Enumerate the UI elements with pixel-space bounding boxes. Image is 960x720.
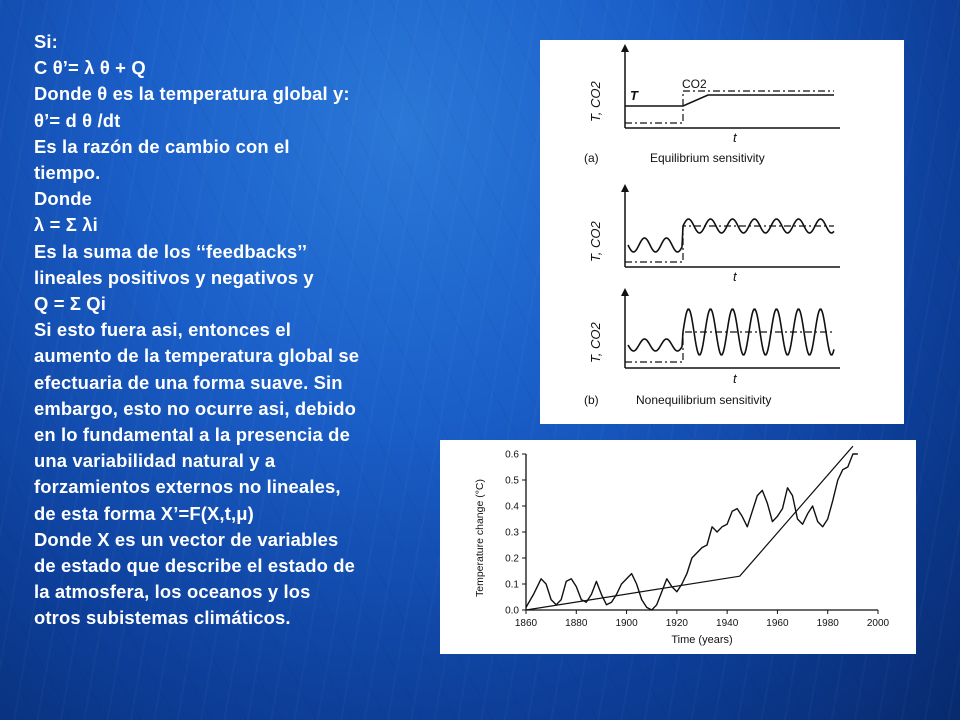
text-line: forzamientos externos no lineales, <box>34 476 341 498</box>
x-tick-label: 2000 <box>866 618 890 629</box>
panel1-y-label: T, CO2 <box>588 81 603 122</box>
text-line: Donde θ es la temperatura global y: <box>34 83 350 105</box>
panel2-y-arrow-icon <box>621 184 629 192</box>
text-line: una variabilidad natural y a <box>34 450 276 472</box>
panel2-y-label: T, CO2 <box>588 221 603 262</box>
panel1-temperature-curve <box>625 95 834 106</box>
panel1-t-marker: T <box>630 88 638 103</box>
x-tick-label: 1900 <box>615 618 638 629</box>
text-line: de estado que describe el estado de <box>34 555 356 577</box>
sensitivity-diagram <box>540 40 904 424</box>
x-tick-label: 1960 <box>766 618 789 629</box>
x-tick-label: 1940 <box>716 618 739 629</box>
x-tick-label: 1860 <box>514 618 538 629</box>
y-tick-label: 0.2 <box>505 553 519 565</box>
panel3-x-label: t <box>733 371 737 386</box>
text-line: Es la razón de cambio con el <box>34 135 290 157</box>
panel1-co2-curve <box>625 91 834 123</box>
sensitivity-figure <box>540 40 904 424</box>
text-line: aumento de la temperatura global se <box>34 345 360 367</box>
panel3-co2-curve <box>625 332 834 362</box>
y-tick-label: 0.5 <box>505 475 519 487</box>
text-line: Donde X es un vector de variables <box>34 528 339 550</box>
text-line: otros subistemas climáticos. <box>34 607 291 629</box>
panel-b-caption: Nonequilibrium sensitivity <box>636 393 772 407</box>
panel1-y-arrow-icon <box>621 44 629 52</box>
slide-body-text <box>34 29 434 632</box>
y-tick-label: 0.1 <box>505 579 519 591</box>
text-line: embargo, esto no ocurre asi, debido <box>34 397 357 419</box>
text-line: C θ’= λ θ + Q <box>34 57 146 79</box>
chart-ticks <box>505 450 889 630</box>
chart-series <box>526 446 858 610</box>
text-line: tiempo. <box>34 162 101 184</box>
text-line: λ = Σ λi <box>34 214 98 236</box>
panel3-y-arrow-icon <box>621 288 629 296</box>
text-line: de esta forma X’=F(X,t,μ) <box>34 502 254 524</box>
text-line: Es la suma de los ‘‘feedbacks’’ <box>34 240 308 262</box>
text-line: θ’= d θ /dt <box>34 109 121 131</box>
y-tick-label: 0.3 <box>505 527 519 539</box>
text-line: Si esto fuera asi, entonces el <box>34 319 291 341</box>
panel3-y-label: T, CO2 <box>588 322 603 363</box>
temperature-change-chart <box>440 440 916 654</box>
chart-y-label: Temperature change (°C) <box>474 478 486 598</box>
panel-a-tag: (a) <box>584 151 599 165</box>
panel1-x-label: t <box>733 130 737 145</box>
text-line: Donde <box>34 188 92 210</box>
panel2-temperature-curve <box>628 219 834 252</box>
x-tick-label: 1920 <box>665 618 688 629</box>
panel2-x-label: t <box>733 269 737 284</box>
text-line: Q = Σ Qi <box>34 293 107 315</box>
y-tick-label: 0.4 <box>505 501 519 513</box>
y-tick-label: 0.0 <box>505 605 519 617</box>
x-tick-label: 1980 <box>816 618 839 629</box>
text-line: lineales positivos y negativos y <box>34 266 314 288</box>
panel-a-caption: Equilibrium sensitivity <box>650 151 765 165</box>
observed-temperature-line <box>526 454 858 610</box>
temperature-figure <box>440 440 916 654</box>
text-line: la atmosfera, los oceanos y los <box>34 581 311 603</box>
y-tick-label: 0.6 <box>505 449 519 461</box>
chart-x-label: Time (years) <box>671 634 733 646</box>
panel-b-tag: (b) <box>584 393 599 407</box>
x-tick-label: 1880 <box>565 618 588 629</box>
panel1-co2-marker: CO2 <box>682 77 707 91</box>
text-line: en lo fundamental a la presencia de <box>34 424 350 446</box>
panel2-co2-curve <box>625 226 834 262</box>
text-line: Si: <box>34 31 58 52</box>
text-line: efectuaria de una forma suave. Sin <box>34 371 343 393</box>
